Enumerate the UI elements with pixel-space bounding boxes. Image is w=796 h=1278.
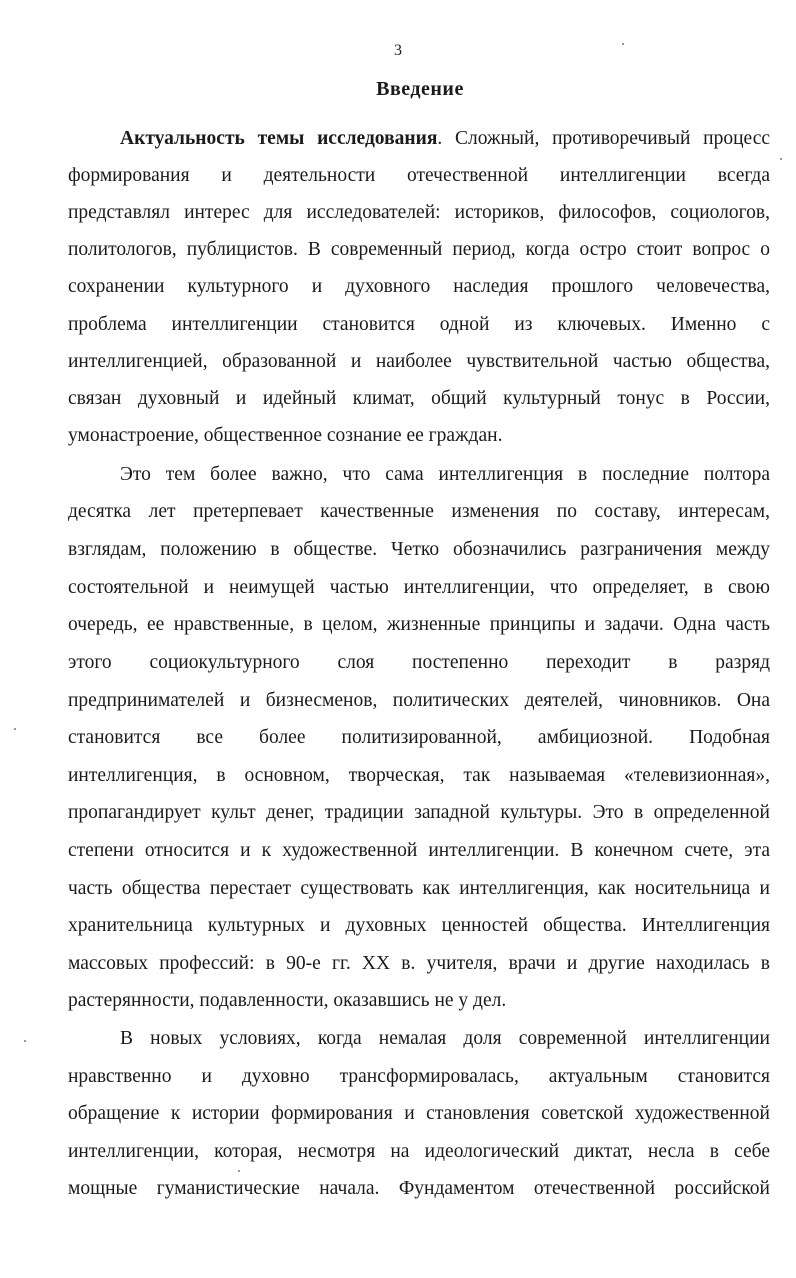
scan-speck bbox=[238, 1170, 240, 1172]
paragraph-1-line-1 bbox=[120, 124, 770, 154]
paragraph-2-line: пропагандирует культ денег, традиции западной культуры. Это в определенной bbox=[68, 802, 770, 823]
scan-speck bbox=[24, 1040, 26, 1042]
paragraph-2-line: степени относится и к художественной интеллигенции. В конечном счете, эта bbox=[68, 840, 770, 861]
paragraph-1-line: связан духовный и идейный климат, общий культурный тонус в России, bbox=[68, 388, 770, 409]
paragraph-2-line: растерянности, подавленности, оказавшись не у дел. bbox=[68, 990, 507, 1011]
section-heading: Введение bbox=[376, 78, 464, 100]
paragraph-2-line: взглядам, положению в обществе. Четко обозначились разграничения между bbox=[68, 539, 770, 560]
bold-lead: Актуальность темы исследования bbox=[120, 128, 438, 149]
paragraph-1-line: сохранении культурного и духовного наследия прошлого человечества, bbox=[68, 276, 770, 297]
paragraph-2-line: интеллигенция, в основном, творческая, так называемая «телевизионная», bbox=[68, 765, 770, 786]
scan-speck bbox=[14, 728, 16, 730]
paragraph-1-line: умонастроение, общественное сознание ее граждан. bbox=[68, 425, 503, 446]
paragraph-3-line: В новых условиях, когда немалая доля современной интеллигенции bbox=[120, 1028, 770, 1049]
paragraph-2-line: Это тем более важно, что сама интеллигенция в последние полтора bbox=[120, 464, 770, 485]
paragraph-1-line: формирования и деятельности отечественной интеллигенции всегда bbox=[68, 165, 770, 186]
paragraph-1-line: политологов, публицистов. В современный период, когда остро стоит вопрос о bbox=[68, 239, 770, 260]
scan-speck bbox=[780, 158, 782, 160]
paragraph-2-line: массовых профессий: в 90-е гг. XX в. учителя, врачи и другие находилась в bbox=[68, 953, 770, 974]
scan-speck bbox=[622, 43, 624, 45]
paragraph-2-line: десятка лет претерпевает качественные изменения по составу, интересам, bbox=[68, 501, 770, 522]
paragraph-3-line: нравственно и духовно трансформировалась, актуальным становится bbox=[68, 1066, 770, 1087]
paragraph-3-line: интеллигенции, которая, несмотря на идеологический диктат, несла в себе bbox=[68, 1141, 770, 1162]
paragraph-2-line: становится все более политизированной, амбициозной. Подобная bbox=[68, 727, 770, 748]
paragraph-2-line: часть общества перестает существовать как интеллигенция, как носительница и bbox=[68, 878, 770, 899]
paragraph-1-line: проблема интеллигенции становится одной из ключевых. Именно с bbox=[68, 314, 770, 335]
paragraph-2-line: предпринимателей и бизнесменов, политических деятелей, чиновников. Она bbox=[68, 690, 770, 711]
paragraph-2-line: состоятельной и неимущей частью интеллигенции, что определяет, в свою bbox=[68, 577, 770, 598]
paragraph-3-line: мощные гуманистические начала. Фундаментом отечественной российской bbox=[68, 1178, 770, 1199]
lead-rest: . Сложный, противоречивый процесс bbox=[437, 128, 771, 149]
paragraph-3-line: обращение к истории формирования и становления советской художественной bbox=[68, 1103, 770, 1124]
paragraph-2-line: этого социокультурного слоя постепенно переходит в разряд bbox=[68, 652, 770, 673]
paragraph-2-line: хранительница культурных и духовных ценностей общества. Интеллигенция bbox=[68, 915, 770, 936]
paragraph-1-line: интеллигенцией, образованной и наиболее чувствительной частью общества, bbox=[68, 351, 770, 372]
paragraph-2-line: очередь, ее нравственные, в целом, жизненные принципы и задачи. Одна часть bbox=[68, 614, 770, 635]
page-number: 3 bbox=[394, 42, 402, 59]
paragraph-1-line: представлял интерес для исследователей: историков, философов, социологов, bbox=[68, 202, 770, 223]
